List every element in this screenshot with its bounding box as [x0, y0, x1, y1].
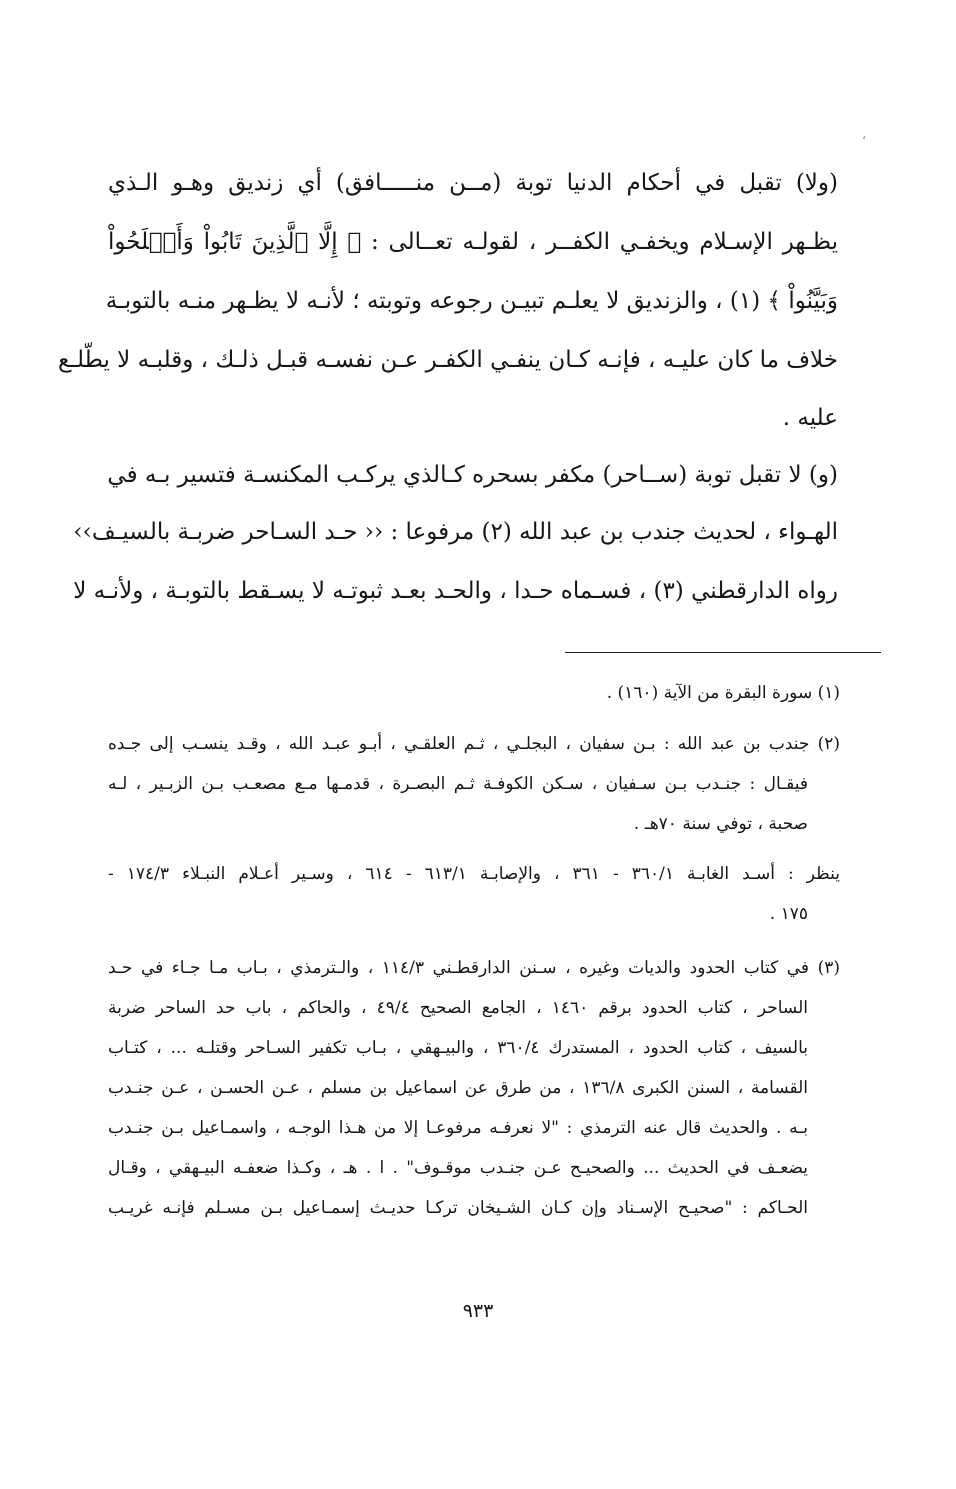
body-line: وَبَيَّنُواْ ﴾ (١) ، والزنديق لا يعلـم تبيـن رجوعه وتوبته ؛ لأنـه لا يظـهر منـه بالتوبـة: [105, 288, 838, 314]
footnote-line: بـه . والحديث قال عنه الترمذي : "لا نعرفـه مرفوعـا إلا من هـذا الوجـه ، واسمـاعيل بـن جنـدب: [108, 1118, 808, 1138]
footnote-line: (٣) في كتاب الحدود والديات وغيره ، سـنن الدارقطـني ١١٤/٣ ، والـترمذي ، بـاب مـا جـاء في حـد: [108, 958, 840, 978]
footnote-line: (٢) جندب بن عبد الله : بـن سفيان ، البجلـي ، ثـم العلقـي ، أبـو عبـد الله ، وقـد ينسـب إلى جـده: [108, 734, 840, 754]
body-line: رواه الدارقطني (٣) ، فسـماه حـدا ، والحـد بعـد ثبوتـه لا يسـقط بالتوبـة ، ولأنـه لا: [73, 578, 838, 604]
body-line: (و) لا تقبل توبة (ســاحر) مكفر بسحره كـالذي يركـب المكنسـة فتسير بـه في: [107, 462, 838, 488]
footnote-line: ينظر : أسـد الغابـة ٣٦٠/١ - ٣٦١ ، والإصابـة ٦١٣/١ - ٦١٤ ، وسـير أعـلام النبـلاء ١٧٤/٣ -: [108, 864, 840, 884]
footnote-line: ١٧٥ .: [769, 904, 808, 924]
footnote-line: (١) سورة البقرة من الآية (١٦٠) .: [606, 683, 840, 703]
footnote-line: القسامة ، السنن الكبرى ١٣٦/٨ ، من طرق عن اسماعيل بن مسلم ، عـن الحسـن ، عـن جنـدب: [108, 1078, 808, 1098]
body-line: خلاف ما كان عليـه ، فإنـه كـان ينفـي الكفـر عـن نفسـه قبـل ذلـك ، وقلبـه لا يطّلـع: [57, 347, 838, 373]
body-line: (ولا) تقبل في أحكام الدنيا توبة (مــن منـــــافق) أي زنديق وهـو الـذي: [108, 170, 838, 196]
footnote-separator: [565, 652, 881, 653]
footnote-line: يضعـف في الحديث ... والصحيـح عـن جنـدب موقـوف" . ا . هـ ، وكـذا ضعفـه البيـهقي ، وقـال: [108, 1158, 808, 1178]
body-line: عليه .: [782, 405, 838, 431]
corner-mark: ،: [862, 128, 866, 142]
footnote-line: بالسيف ، كتاب الحدود ، المستدرك ٣٦٠/٤ ، والبيـهقي ، بـاب تكفير السـاحر وقتلـه ... ، كتـاب: [108, 1038, 808, 1058]
body-line: الهـواء ، لحديث جندب بن عبد الله (٢) مرفوعا : ‹‹ حـد السـاحر ضربـة بالسيـف››: [73, 519, 838, 545]
page-number: ٩٣٣: [462, 1300, 494, 1322]
footnote-line: الحـاكم : "صحيـح الإسـناد وإن كـان الشـيخان تركـا حديـث إسمـاعيل بـن مسـلم فإنـه غريـب: [108, 1198, 808, 1218]
footnote-line: فيقـال : جنـدب بـن سـفيان ، سـكن الكوفـة ثـم البصـرة ، قدمـها مـع مصعـب بـن الزبـير ، لـه: [108, 774, 808, 794]
footnote-line: الساحر ، كتاب الحدود برقم ١٤٦٠ ، الجامع الصحيح ٤٩/٤ ، والحاكم ، باب حد الساحر ضربة: [108, 998, 808, 1018]
body-line: يظـهر الإسـلام ويخفـي الكفــر ، لقولـه تعــالى : ﴿ إِلَّا ٱلَّذِينَ تَابُواْ وَأَصۡلَحُواْ: [108, 229, 838, 255]
footnote-line: صحبة ، توفي سنة ٧٠هـ .: [633, 814, 808, 834]
